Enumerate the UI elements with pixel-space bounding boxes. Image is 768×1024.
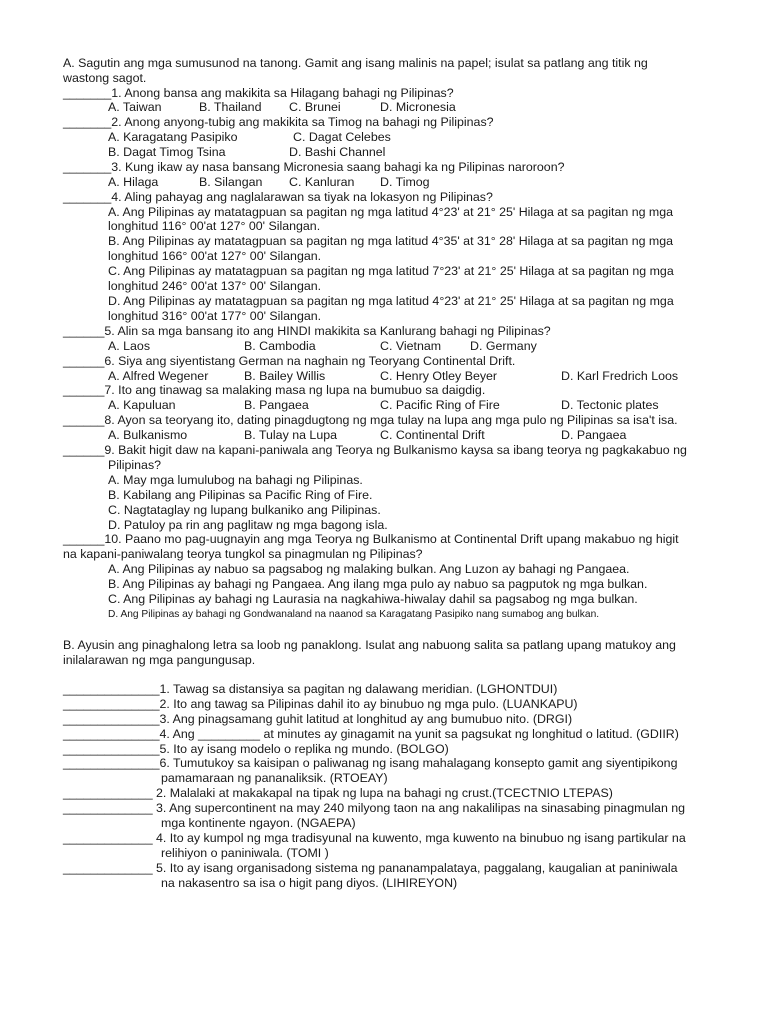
question-10-choice-b: B. Ang Pilipinas ay bahagi ng Pangaea. Ang ilang mga pulo ay nabuo sa pagputok ng mga bulkan. (108, 577, 648, 591)
part-a-instructions-line-2: wastong sagot. (63, 71, 147, 85)
part-b-item-line: ______________2. Ito ang tawag sa Pilipinas dahil ito ay binubuo ng mga pulo. (LUANKAPU) (63, 697, 578, 711)
question-9-choice-c: C. Nagtataglay ng lupang bulkaniko ang Pilipinas. (108, 503, 381, 517)
question-8-choice-d: D. Pangaea (561, 428, 627, 442)
question-4-choice-b-line-1: B. Ang Pilipinas ay matatagpuan sa pagitan ng mga latitud 4°35' at 31° 28' Hilaga at sa pagitan ng mga (108, 234, 674, 248)
question-3-choice-b: B. Silangan (199, 175, 263, 189)
question-1-choice-d: D. Micronesia (380, 100, 456, 114)
question-5-choice-b: B. Cambodia (244, 339, 316, 353)
question-5-choice-c: C. Vietnam (380, 339, 442, 353)
part-b-item-continuation: pamamaraan ng pananaliksik. (RTOEAY) (161, 771, 388, 785)
question-3-stem: _______3. Kung ikaw ay nasa bansang Micronesia saang bahagi ka ng Pilipinas naroroon? (63, 160, 565, 174)
question-3-choice-c: C. Kanluran (289, 175, 355, 189)
question-4-choice-d-line-2: longhitud 316° 00'at 177° 00' Silangan. (108, 309, 322, 323)
question-4-stem: _______4. Aling pahayag ang naglalarawan sa tiyak na lokasyon ng Pilipinas? (63, 190, 493, 204)
part-b-item-line: ______________6. Tumutukoy sa kaisipan o paliwanag ng isang mahalagang konsepto gamit ang siyentipikong (63, 756, 678, 770)
question-6-choice-d: D. Karl Fredrich Loos (561, 369, 679, 383)
part-b-item-line: ______________5. Ito ay isang modelo o replika ng mundo. (BOLGO) (63, 742, 449, 756)
question-3-choice-a: A. Hilaga (108, 175, 159, 189)
part-b-item-line: _____________ 3. Ang supercontinent na may 240 milyong taon na ang nakalilipas na sinasabing pinagmulan ng (63, 801, 686, 815)
question-8-choice-c: C. Continental Drift (380, 428, 485, 442)
part-b-instructions-line-1: B. Ayusin ang pinaghalong letra sa loob ng panaklong. Isulat ang nabuong salita sa patlang upang matukoy ang (63, 638, 676, 652)
question-9-stem-line-2: Pilipinas? (108, 458, 162, 472)
part-b-item-line: _____________ 2. Malalaki at makakapal na tipak ng lupa na bahagi ng crust.(TCECTNIO LTEPAS) (63, 786, 613, 800)
question-1-stem: _______1. Anong bansa ang makikita sa Hilagang bahagi ng Pilipinas? (63, 86, 454, 100)
question-4-choice-b-line-2: longhitud 166° 00'at 127° 00' Silangan. (108, 249, 322, 263)
question-10-choice-a: A. Ang Pilipinas ay nabuo sa pagsabog ng malaking bulkan. Ang Luzon ay bahagi ng Pangaea. (108, 562, 630, 576)
question-1-choice-a: A. Taiwan (108, 100, 162, 114)
part-b-item-line: _____________ 5. Ito ay isang organisadong sistema ng pananampalataya, paggalang, kaugalian at paniniwala (63, 861, 678, 875)
question-4-choice-c-line-2: longhitud 246° 00'at 137° 00' Silangan. (108, 279, 322, 293)
part-b-item-line: ______________1. Tawag sa distansiya sa pagitan ng dalawang meridian. (LGHONTDUI) (63, 682, 558, 696)
question-2-choice-c: C. Dagat Celebes (293, 130, 391, 144)
question-2-choice-b: B. Dagat Timog Tsina (108, 145, 226, 159)
question-7-choice-a: A. Kapuluan (108, 398, 176, 412)
part-b-item-line: ______________3. Ang pinagsamang guhit latitud at longhitud ay ang bumubuo nito. (DRGI) (63, 712, 573, 726)
question-4-choice-a-line-2: longhitud 116° 00'at 127° 00' Silangan. (108, 219, 321, 233)
part-a-instructions-line-1: A. Sagutin ang mga sumusunod na tanong. Gamit ang isang malinis na papel; isulat sa patlang ang titik ng (63, 56, 648, 70)
question-7-stem: ______7. Ito ang tinawag sa malaking masa ng lupa na bumubuo sa daigdig. (63, 383, 486, 397)
question-9-choice-a: A. May mga lumulubog na bahagi ng Pilipinas. (108, 473, 363, 487)
question-7-choice-d: D. Tectonic plates (561, 398, 659, 412)
question-8-choice-b: B. Tulay na Lupa (244, 428, 337, 442)
part-b-item-continuation: na nakasentro sa isa o higit pang diyos. (LIHIREYON) (161, 876, 458, 890)
question-2-choice-d: D. Bashi Channel (289, 145, 386, 159)
question-5-choice-a: A. Laos (108, 339, 151, 353)
question-7-choice-c: C. Pacific Ring of Fire (380, 398, 500, 412)
question-1-choice-b: B. Thailand (199, 100, 262, 114)
question-9-choice-d: D. Patuloy pa rin ang paglitaw ng mga bagong isla. (108, 518, 388, 532)
part-b-item-line: _____________ 4. Ito ay kumpol ng mga tradisyunal na kuwento, mga kuwento na binubuo ng isang partikular na (63, 831, 686, 845)
question-6-choice-a: A. Alfred Wegener (108, 369, 209, 383)
question-1-choice-c: C. Brunei (289, 100, 341, 114)
question-9-stem-line-1: ______9. Bakit higit daw na kapani-paniwala ang Teorya ng Bulkanismo kaysa sa ibang teorya ng pagkakabuo ng (63, 443, 687, 457)
question-4-choice-c-line-1: C. Ang Pilipinas ay matatagpuan sa pagitan ng mga latitud 7°23' at 21° 25' Hilaga at sa pagitan ng mga (108, 264, 674, 278)
question-2-choice-a: A. Karagatang Pasipiko (108, 130, 238, 144)
question-6-stem: ______6. Siya ang siyentistang German na naghain ng Teoryang Continental Drift. (63, 354, 516, 368)
question-10-choice-c: C. Ang Pilipinas ay bahagi ng Laurasia na nagkahiwa-hiwalay dahil sa pagsabog ng mga bulkan. (108, 592, 638, 606)
question-4-choice-a-line-1: A. Ang Pilipinas ay matatagpuan sa pagitan ng mga latitud 4°23' at 21° 25' Hilaga at sa pagitan ng mga (108, 205, 674, 219)
question-4-choice-d-line-1: D. Ang Pilipinas ay matatagpuan sa pagitan ng mga latitud 4°23' at 21° 25' Hilaga at sa pagitan ng mga (108, 294, 674, 308)
question-5-stem: ______5. Alin sa mga bansang ito ang HINDI makikita sa Kanlurang bahagi ng Pilipinas? (63, 324, 551, 338)
part-b-item-continuation: mga kontinente ngayon. (NGAEPA) (161, 816, 356, 830)
question-10-stem-line-2: na kapani-paniwalang teorya tungkol sa pinagmulan ng Pilipinas? (63, 547, 423, 561)
question-8-stem: ______8. Ayon sa teoryang ito, dating pinagdugtong ng mga tulay na lupa ang mga pulo ng Pilipinas sa isa't isa. (63, 413, 678, 427)
part-b-instructions-line-2: inilalarawan ng mga pangungusap. (63, 653, 256, 667)
question-6-choice-b: B. Bailey Willis (244, 369, 326, 383)
question-10-stem-line-1: ______10. Paano mo pag-uugnayin ang mga Teorya ng Bulkanismo at Continental Drift upang makabuo ng higit (63, 532, 679, 546)
question-5-choice-d: D. Germany (470, 339, 537, 353)
question-3-choice-d: D. Timog (380, 175, 430, 189)
part-b-item-continuation: relihiyon o paniniwala. (TOMI ) (161, 846, 329, 860)
part-b-item-line: ______________4. Ang _________ at minutes ay ginagamit na yunit sa pagsukat ng longhitud o latitud. (GDIIR) (63, 727, 679, 741)
question-2-stem: _______2. Anong anyong-tubig ang makikita sa Timog na bahagi ng Pilipinas? (63, 115, 494, 129)
question-7-choice-b: B. Pangaea (244, 398, 309, 412)
question-10-choice-d: D. Ang Pilipinas ay bahagi ng Gondwanaland na naanod sa Karagatang Pasipiko nang sumabog ang bulkan. (108, 609, 600, 620)
question-6-choice-c: C. Henry Otley Beyer (380, 369, 498, 383)
question-9-choice-b: B. Kabilang ang Pilipinas sa Pacific Ring of Fire. (108, 488, 373, 502)
question-8-choice-a: A. Bulkanismo (108, 428, 188, 442)
